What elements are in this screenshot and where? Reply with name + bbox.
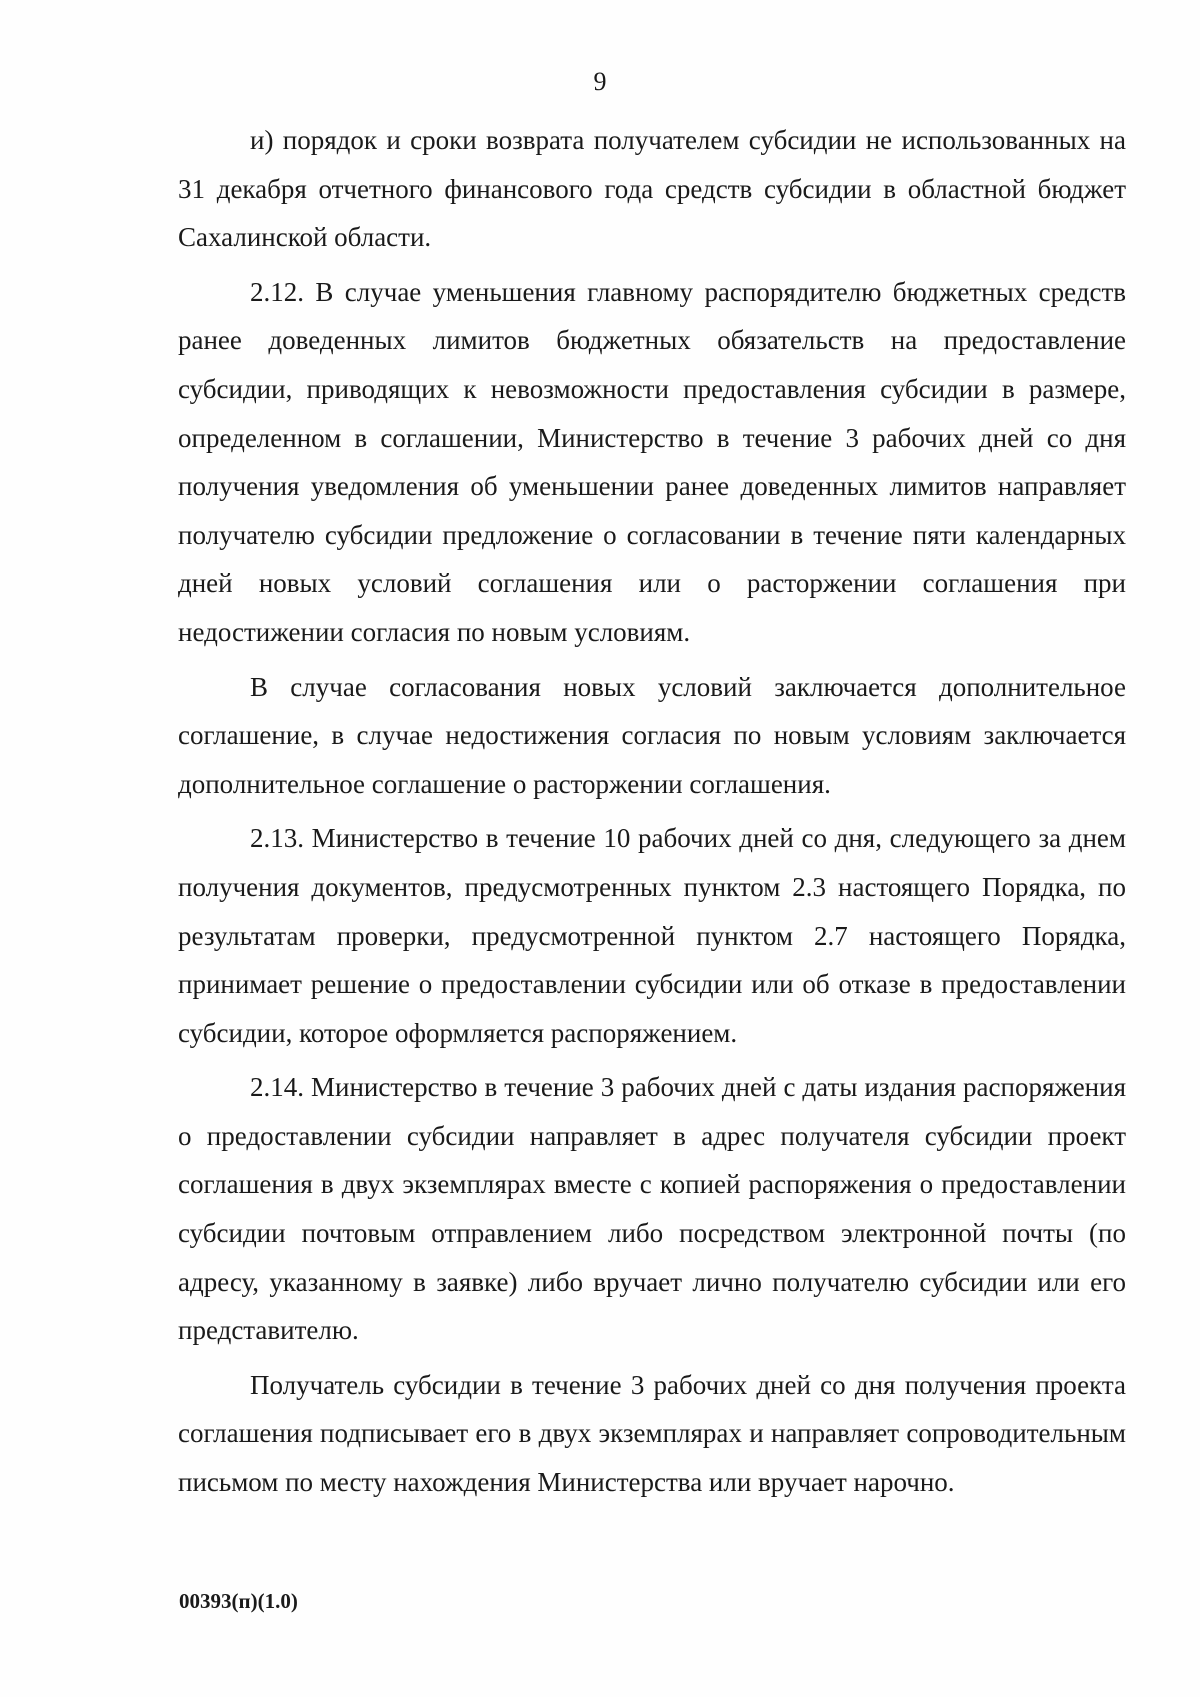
paragraph-item-i: и) порядок и сроки возврата получателем субсидии не использованных на 31 декабря отчетного финансового года средств субсидии в областной бюджет Сахалинской области. <box>178 125 1126 253</box>
paragraph-2-12-continued: В случае согласования новых условий заключается дополнительное соглашение, в случае недостижения согласия по новым условиям заключается дополнительное соглашение о расторжении соглашения. <box>178 671 1126 799</box>
paragraph-2-13: 2.13. Министерство в течение 10 рабочих дней со дня, следующего за днем получения документов, предусмотренных пунктом 2.3 настоящего Порядка, по результатам проверки, предусмотренной пунктом 2.7 настоящего Порядка, принимает решение о предоставлении субсидии или об отказе в предоставлении субсидии, которое оформляется распоряжением. <box>178 823 1126 1048</box>
paragraph-2-12: 2.12. В случае уменьшения главному распорядителю бюджетных средств ранее доведенных лимитов бюджетных обязательств на предоставление субсидии, приводящих к невозможности предоставления субсидии в размере, определенном в соглашении, Министерство в течение 3 рабочих дней со дня получения уведомления об уменьшении ранее доведенных лимитов направляет получателю субсидии предложение о согласовании в течение пяти календарных дней новых условий соглашения или о расторжении соглашения при недостижении согласия по новым условиям. <box>178 276 1126 647</box>
page-number: 9 <box>593 67 607 96</box>
document-body <box>178 116 1126 1507</box>
paragraph-2-14: 2.14. Министерство в течение 3 рабочих дней с даты издания распоряжения о предоставлении субсидии направляет в адрес получателя субсидии проект соглашения в двух экземплярах вместе с копией распоряжения о предоставлении субсидии почтовым отправлением либо посредством электронной почты (по адресу, указанному в заявке) либо вручает лично получателю субсидии или его представителю. <box>178 1072 1126 1346</box>
paragraph-2-14-continued: Получатель субсидии в течение 3 рабочих дней со дня получения проекта соглашения подписывает его в двух экземплярах и направляет сопроводительным письмом по месту нахождения Министерства или вручает нарочно. <box>178 1369 1126 1498</box>
document-code: 00393(п)(1.0) <box>179 1589 298 1613</box>
